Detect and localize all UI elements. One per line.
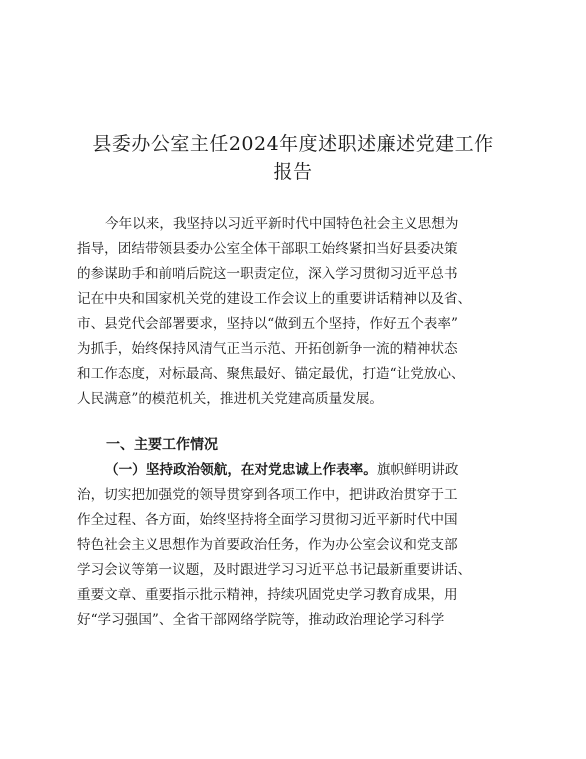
subsection-line: 作全过程、各方面，始终坚持将全面学习贯彻习近平新时代中国 <box>77 512 458 528</box>
subsection-heading: （一）坚持政治领航，在对党忠诚上作表率。 <box>105 462 377 478</box>
subsection-line: 好“学习强国”、全省干部网络学院等，推动政治理论学习科学 <box>77 612 445 628</box>
intro-line: 指导，团结带领县委办公室全体干部职工始终紧扣当好县委决策 <box>77 241 458 257</box>
document-title-line-2: 报告 <box>273 161 313 183</box>
subsection-line: 治，切实把加强党的领导贯穿到各项工作中，把讲政治贯穿于工 <box>77 487 458 503</box>
section-heading: 一、主要工作情况 <box>106 437 218 453</box>
subsection-paragraph <box>77 458 515 633</box>
subsection-first-line-text: 旗帜鲜明讲政 <box>376 462 459 478</box>
subsection-first-line <box>77 458 515 483</box>
subsection-line: 重要文章、重要指示批示精神，持续巩固党史学习教育成果，用 <box>77 587 458 603</box>
intro-paragraph <box>77 212 515 412</box>
intro-line: 和工作态度，对标最高、聚焦最好、锚定最优，打造“让党放心、 <box>77 366 465 382</box>
document-title-line-1: 县委办公室主任2024年度述职述廉述党建工作 <box>92 133 494 155</box>
intro-line: 记在中央和国家机关党的建设工作会议上的重要讲话精神以及省、 <box>77 291 472 307</box>
intro-line: 的参谋助手和前哨后院这一职责定位，深入学习贯彻习近平总书 <box>77 266 458 282</box>
intro-line: 今年以来，我坚持以习近平新时代中国特色社会主义思想为 <box>105 216 459 232</box>
subsection-line: 学习会议等第一议题，及时跟进学习习近平总书记最新重要讲话、 <box>77 562 472 578</box>
intro-line: 市、县党代会部署要求，坚持以“做到五个坚持，作好五个表率” <box>77 316 458 332</box>
intro-line: 人民满意”的模范机关，推进机关党建高质量发展。 <box>77 391 384 407</box>
subsection-line: 特色社会主义思想作为首要政治任务，作为办公室会议和党支部 <box>77 537 458 553</box>
intro-line: 为抓手，始终保持风清气正当示范、开拓创新争一流的精神状态 <box>77 341 458 357</box>
